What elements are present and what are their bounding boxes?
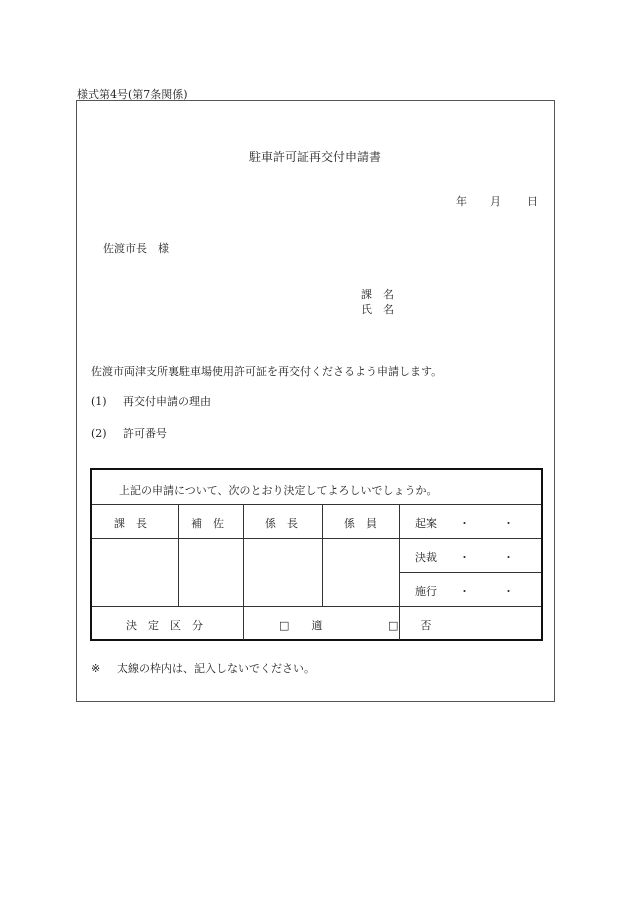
decision-label: 決 定 区 分 [126,619,203,632]
item-number: (2) [91,427,107,440]
addressee: 佐渡市長 様 [103,242,169,255]
divider [178,504,179,606]
column-header-section-chief: 課 長 [114,517,147,530]
item-number: (1) [91,395,107,408]
date-month-label: 月 [490,195,501,208]
date-row-enforced [415,583,514,599]
option-appropriate: □ 適 [279,619,323,632]
date-row-dots: ・ ・ [459,585,514,598]
divider [399,538,541,539]
approval-intro: 上記の申請について、次のとおり決定してよろしいでしょうか。 [119,484,438,497]
name-label: 氏 名 [361,303,394,316]
form-number: 様式第4号(第7条関係) [77,88,188,101]
approval-box [90,468,543,641]
divider [92,606,541,607]
department-label: 課 名 [361,288,394,301]
note-text: 太線の枠内は、記入しないでください。 [117,662,315,675]
date-row-label: 起案 [415,517,437,530]
date-row-dots: ・ ・ [459,517,514,530]
date-day-label: 日 [527,195,538,208]
application-statement: 佐渡市両津支所裏駐車場使用許可証を再交付くださるよう申請します。 [91,365,443,378]
document-title: 駐車許可証再交付申請書 [248,150,381,164]
divider [399,572,541,573]
date-row-drafted [415,515,514,531]
note-mark: ※ [91,662,101,675]
date-row-approved [415,549,514,565]
date-row-label: 施行 [415,585,437,598]
column-header-staff: 係 員 [344,517,377,530]
divider [92,538,399,539]
item-permit-number [91,425,167,441]
item-label: 再交付申請の理由 [123,395,211,408]
date-row-label: 決裁 [415,551,437,564]
column-header-deputy: 補 佐 [191,517,224,530]
date-row-dots: ・ ・ [459,551,514,564]
divider [243,504,244,640]
footnote [91,660,315,676]
date-year-label: 年 [456,195,467,208]
item-label: 許可番号 [123,427,167,440]
item-reason [91,393,211,409]
column-header-subsection-chief: 係 長 [265,517,298,530]
option-not-appropriate: □ 否 [388,619,432,632]
divider [92,504,541,505]
divider [322,504,323,606]
